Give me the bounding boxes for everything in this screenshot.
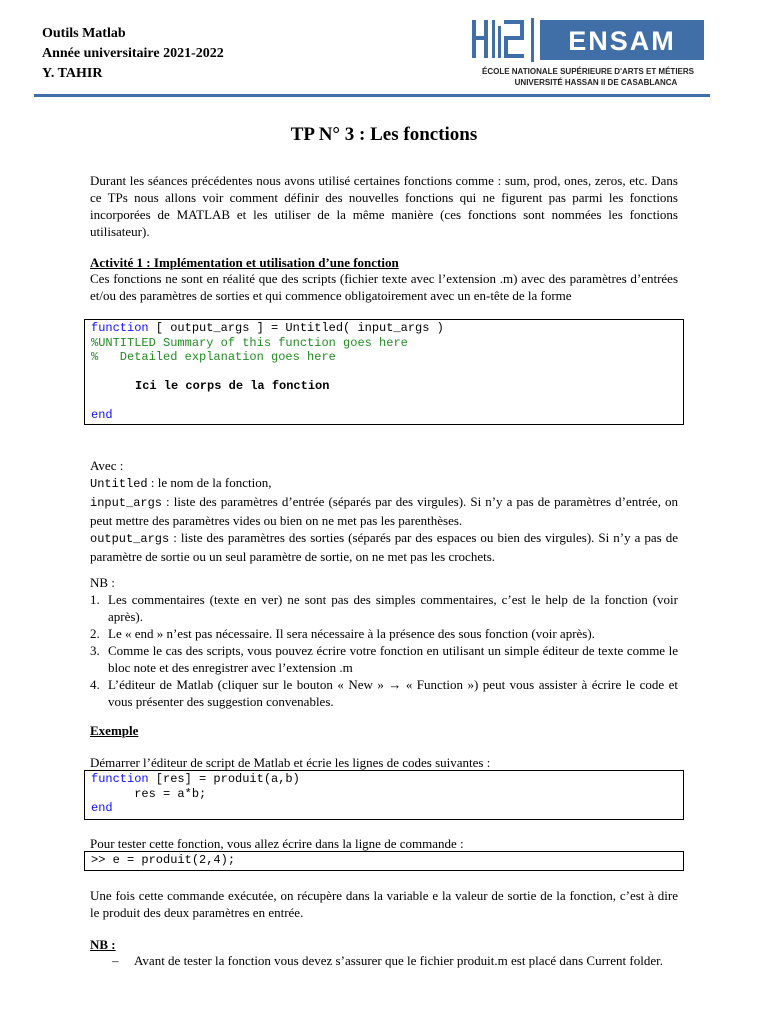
logo-line1: ÉCOLE NATIONALE SUPÉRIEURE D'ARTS ET MÉTIERS: [482, 67, 694, 76]
list-text: L’éditeur de Matlab (cliquer sur le bouton « New » → « Function ») peut vous assister à écrire le code et vous présenter des suggestion convenables.: [108, 677, 678, 709]
param-desc: : liste des paramètres d’entrée (séparés par des virgules). Si n’y a pas de paramètres d’entrée, on peut mettre des paramètres vides ou bien on ne met pas les parenthèses.: [90, 494, 678, 528]
ensam-logo: [468, 18, 708, 90]
intro-paragraph: Durant les séances précédentes nous avons utilisé certaines fonctions comme : sum, prod, ones, zeros, etc. Dans ce TPs nous allons voir comment définir des nouvelles fonctions qui ne figurent pas parmi les fonctions incorporées de MATLAB et les utiliser de la même manière (ces fonctions sont nommées les fonctions utilisateur).: [90, 173, 678, 239]
nb-label: NB :: [90, 575, 115, 590]
code-keyword: function: [91, 321, 149, 335]
code-text: [res] = produit(a,b): [148, 772, 300, 786]
param-desc: : liste des paramètres des sorties (séparés par des espaces ou bien des virgules). Si n’y a pas de paramètre de sortie ou un seul paramètre de sortie, on ne met pas les crochets.: [90, 530, 678, 564]
list-item: [90, 676, 678, 710]
code-end: end: [91, 408, 113, 422]
nb-section: [90, 574, 678, 710]
avec-item: [90, 474, 678, 493]
avec-item: [90, 493, 678, 529]
list-number: 3.: [90, 643, 100, 658]
author-name: Y. TAHIR: [42, 66, 103, 81]
academic-year: Année universitaire 2021-2022: [42, 46, 224, 61]
produit-code: [84, 770, 684, 820]
code-comment-2: % Detailed explanation goes here: [91, 350, 336, 364]
code-line-1: [91, 321, 677, 336]
course-name: Outils Matlab: [42, 26, 126, 41]
exemple-text: Démarrer l’éditeur de script de Matlab et écrie les lignes de codes suivantes :: [90, 755, 491, 770]
exemple-heading: Exemple: [90, 723, 139, 738]
list-number: 2.: [90, 626, 100, 641]
list-item: [90, 625, 678, 642]
command-line-code: [84, 851, 684, 871]
code-blank: [91, 394, 677, 409]
list-item: [90, 591, 678, 625]
logo-line2: UNIVERSITÉ HASSAN II DE CASABLANCA: [514, 78, 678, 87]
list-text: Avant de tester la fonction vous devez s’assurer que le fichier produit.m est placé dans Current folder.: [134, 953, 663, 968]
header-info: [42, 24, 224, 84]
bullet: –: [112, 953, 119, 968]
activity1-text: Ces fonctions ne sont en réalité que des scripts (fichier texte avec l’extension .m) avec des paramètres d’entrées et/ou des paramètres de sorties et qui commence obligatoirement avec un en-tête de la forme: [90, 271, 678, 303]
nb-list: [90, 591, 678, 710]
page-title: TP N° 3 : Les fonctions: [290, 124, 478, 145]
list-text: Comme le cas des scripts, vous pouvez écrire votre fonction en utilisant un simple éditeur de texte comme le bloc note et des enregistrer avec l’extension .m: [108, 643, 678, 675]
param-name: Untitled: [90, 477, 148, 491]
list-text: Le « end » n’est pas nécessaire. Il sera nécessaire à la présence des sous fonction (voir après).: [108, 626, 595, 641]
result-text: Une fois cette commande exécutée, on récupère dans la variable e la valeur de sortie de la fonction, c’est à dire le produit des deux paramètres en entrée.: [90, 888, 678, 920]
code-body: Ici le corps de la fonction: [135, 379, 330, 393]
code-line-2: res = a*b;: [91, 786, 207, 801]
activity1-heading: Activité 1 : Implémentation et utilisation d’une fonction: [90, 255, 399, 270]
list-number: 4.: [90, 677, 100, 692]
param-name: output_args: [90, 532, 170, 546]
header-rule: [34, 94, 710, 97]
param-desc: : le nom de la fonction,: [147, 475, 272, 490]
code-end: end: [91, 801, 113, 815]
code-text: [ output_args ] = Untitled( input_args ): [148, 321, 444, 335]
function-template-code: [84, 319, 684, 425]
param-name: input_args: [90, 496, 163, 510]
test-text: Pour tester cette fonction, vous allez écrire dans la ligne de commande :: [90, 836, 464, 851]
logo-text: ENSAM: [568, 26, 676, 56]
avec-label: Avec :: [90, 458, 124, 473]
nb2-item: [90, 952, 678, 969]
code-blank: [91, 365, 677, 380]
list-item: [90, 642, 678, 676]
list-text: Les commentaires (texte en ver) ne sont pas des simples commentaires, c’est le help de la fonction (voir après).: [108, 592, 678, 624]
code-comment-1: %UNTITLED Summary of this function goes here: [91, 335, 408, 350]
code-line-1: [91, 772, 677, 787]
command-text: >> e = produit(2,4);: [91, 853, 236, 867]
nb2-label: NB :: [90, 937, 116, 952]
list-number: 1.: [90, 592, 100, 607]
avec-item: [90, 529, 678, 565]
code-keyword: function: [91, 772, 149, 786]
list-item: [90, 952, 678, 969]
avec-section: [90, 457, 678, 565]
ensam-logo-graphic: [468, 18, 708, 90]
